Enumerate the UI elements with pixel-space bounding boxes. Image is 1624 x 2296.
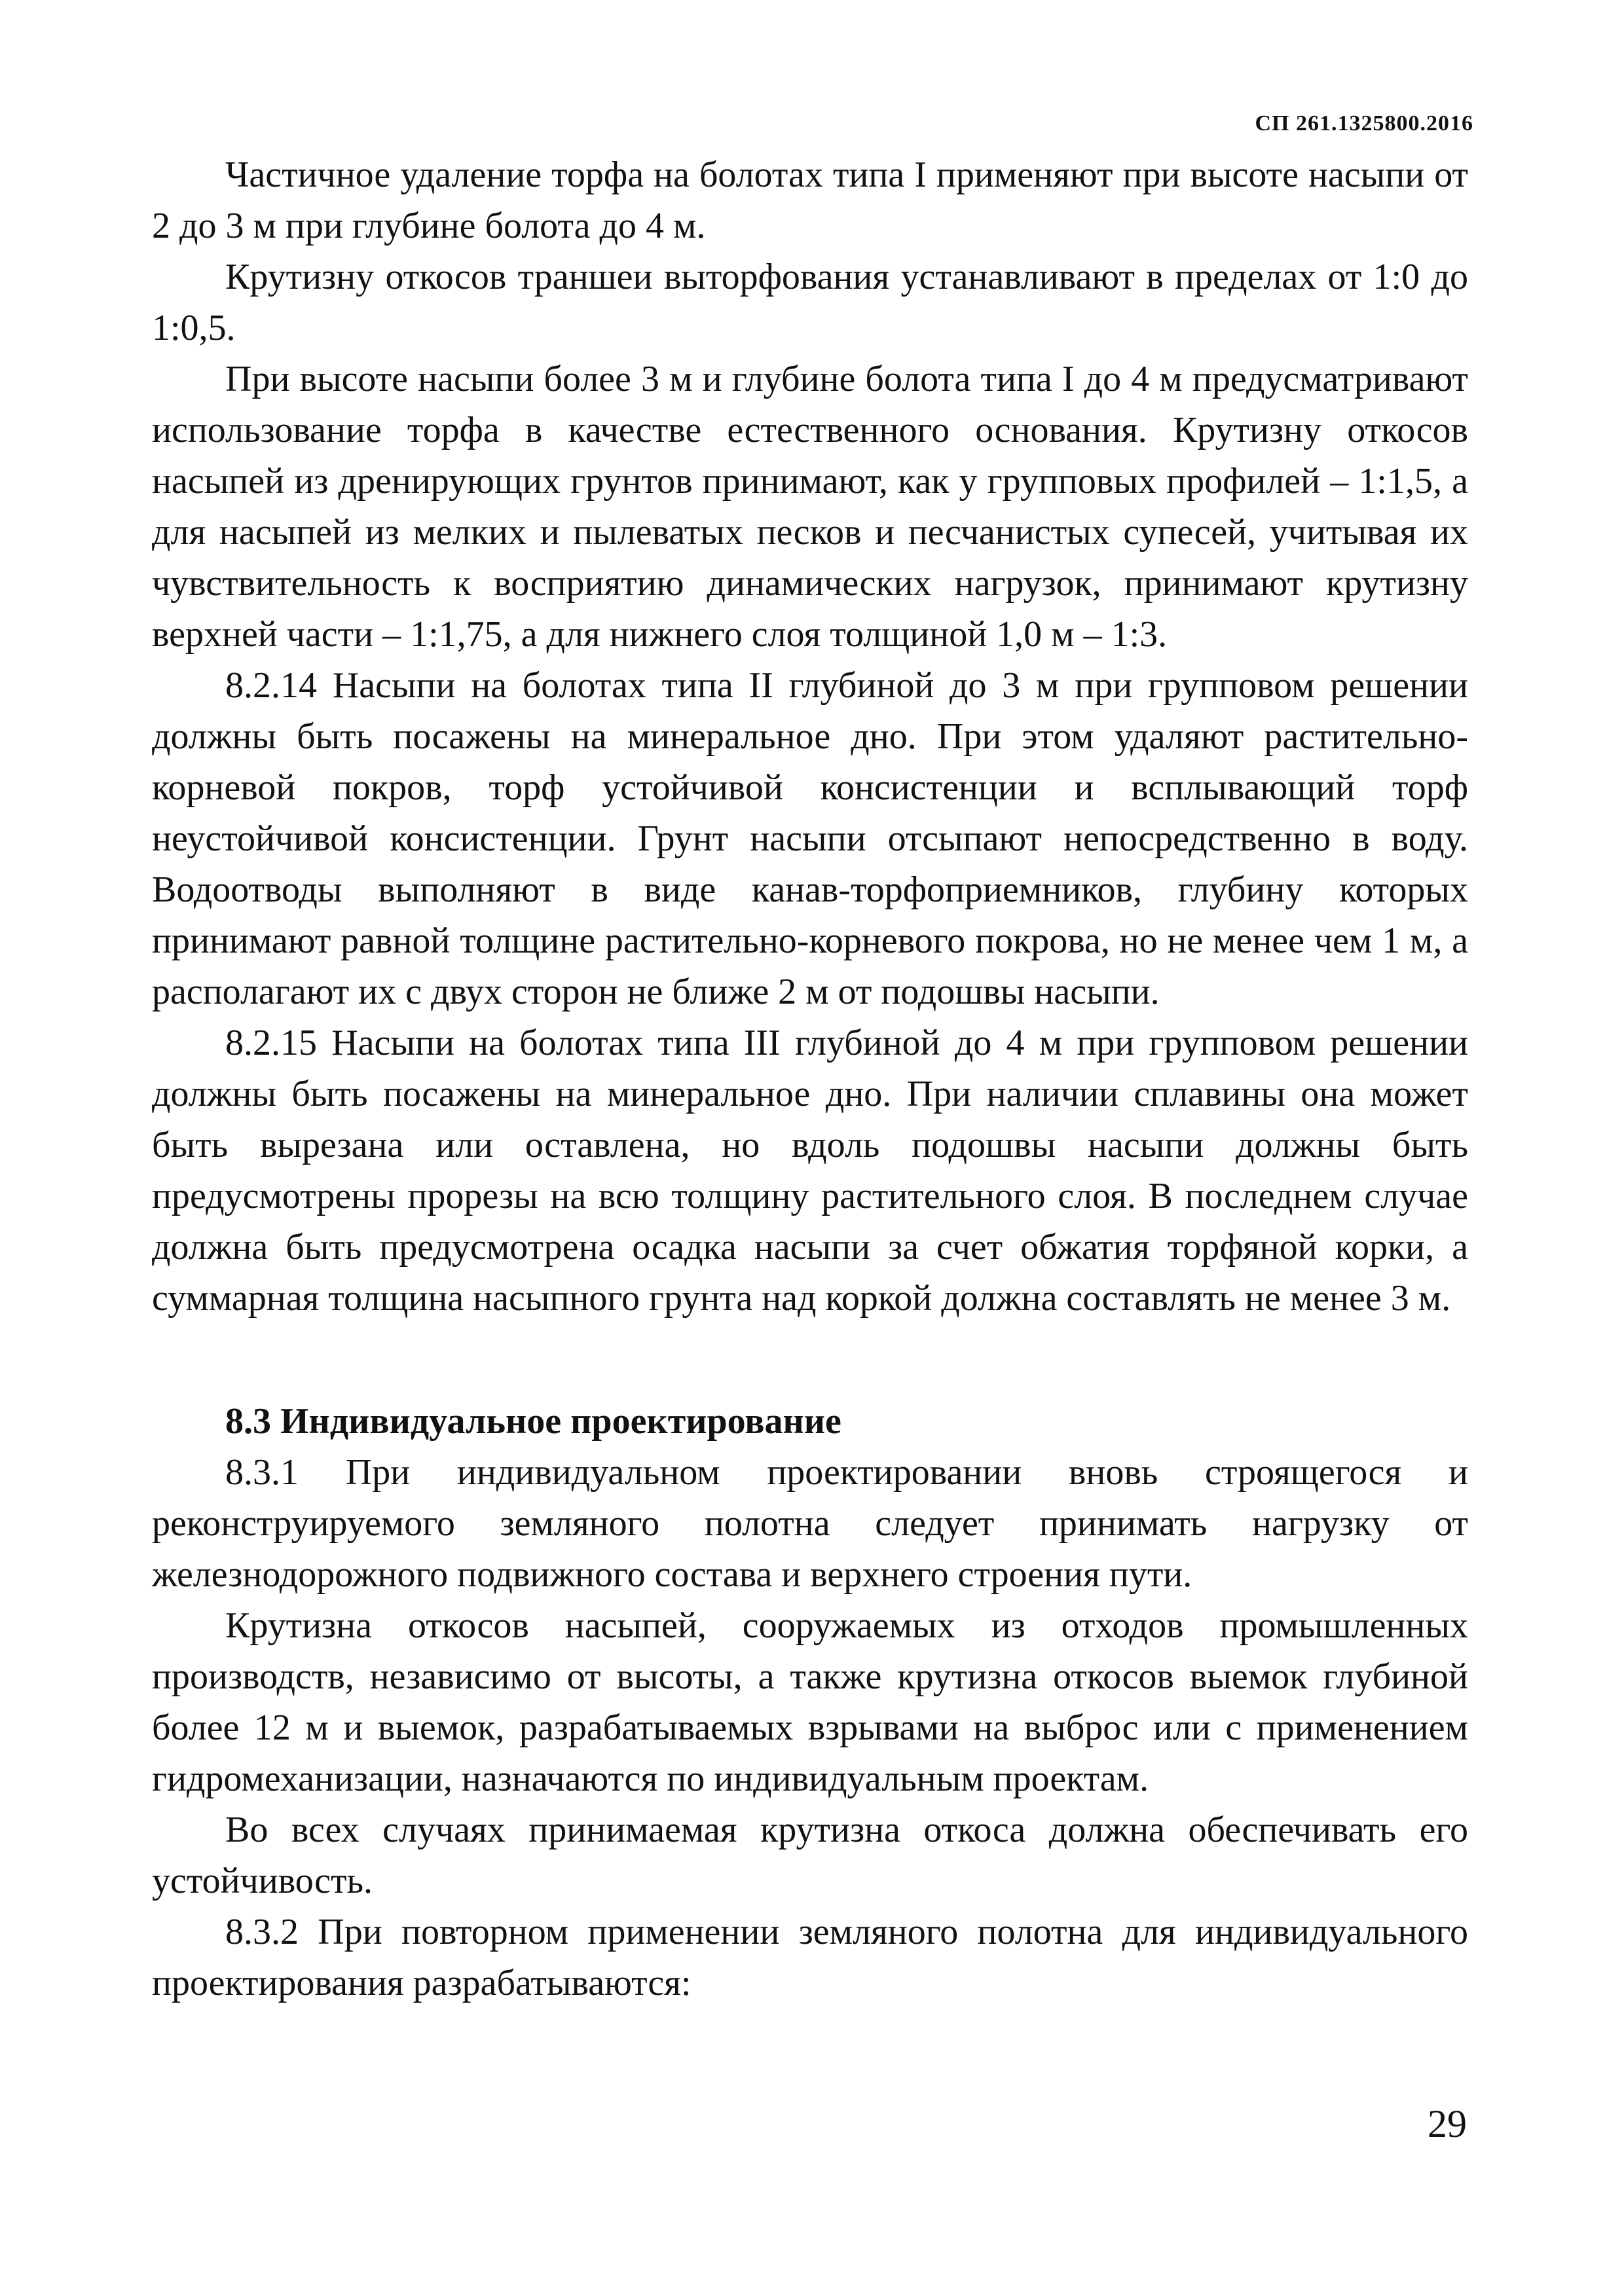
paragraph: При высоте насыпи более 3 м и глубине болота типа I до 4 м предусматривают использование торфа в качестве естественного основания. Крутизну откосов насыпей из дренирующих грунтов принимают, как у групповых профилей – 1:1,5, а для насыпей из мелких и пылеватых песков и песчанистых супесей, учитывая их чувствительность к восприятию динамических нагрузок, принимают крутизну верхней части – 1:1,75, а для нижнего слоя толщиной 1,0 м – 1:3.	[152, 359, 1468, 655]
section-heading: 8.3 Индивидуальное проектирование	[225, 1401, 841, 1442]
paragraph: 8.3.1 При индивидуальном проектировании вновь строящегося и реконструируемого земляного полотна следует принимать нагрузку от железнодорожного подвижного состава и верхнего строения пути.	[152, 1452, 1468, 1595]
paragraph: Крутизна откосов насыпей, сооружаемых из отходов промышленных производств, независимо от высоты, а также крутизна откосов выемок глубиной более 12 м и выемок, разрабатываемых взрывами на выброс или с применением гидромеханизации, назначаются по индивидуальным проектам.	[152, 1605, 1468, 1799]
document-body	[152, 149, 1468, 2009]
page-number: 29	[1428, 2102, 1467, 2145]
paragraph: 8.2.14 Насыпи на болотах типа II глубиной до 3 м при групповом решении должны быть посажены на минеральное дно. При этом удаляют растительно-корневой покров, торф устойчивой консистенции и всплывающий торф неустойчивой консистенции. Грунт насыпи отсыпают непосредственно в воду. Водоотводы выполняют в виде канав-торфоприемников, глубину которых принимают равной толщине растительно-корневого покрова, но не менее чем 1 м, а располагают их с двух сторон не ближе 2 м от подошвы насыпи.	[152, 665, 1468, 1012]
paragraph: Частичное удаление торфа на болотах типа I применяют при высоте насыпи от 2 до 3 м при глубине болота до 4 м.	[152, 155, 1468, 246]
paragraph: Во всех случаях принимаемая крутизна откоса должна обеспечивать его устойчивость.	[152, 1810, 1468, 1901]
paragraph: 8.2.15 Насыпи на болотах типа III глубиной до 4 м при групповом решении должны быть посажены на минеральное дно. При наличии сплавины она может быть вырезана или оставлена, но вдоль подошвы насыпи должны быть предусмотрены прорезы на всю толщину растительного слоя. В последнем случае должна быть предусмотрена осадка насыпи за счет обжатия торфяной корки, а суммарная толщина насыпного грунта над коркой должна составлять не менее 3 м.	[152, 1023, 1468, 1319]
paragraph: 8.3.2 При повторном применении земляного полотна для индивидуального проектирования разрабатываются:	[152, 1912, 1468, 2003]
document-code: СП 261.1325800.2016	[1255, 111, 1473, 136]
paragraph: Крутизну откосов траншеи выторфования устанавливают в пределах от 1:0 до 1:0,5.	[152, 257, 1468, 348]
